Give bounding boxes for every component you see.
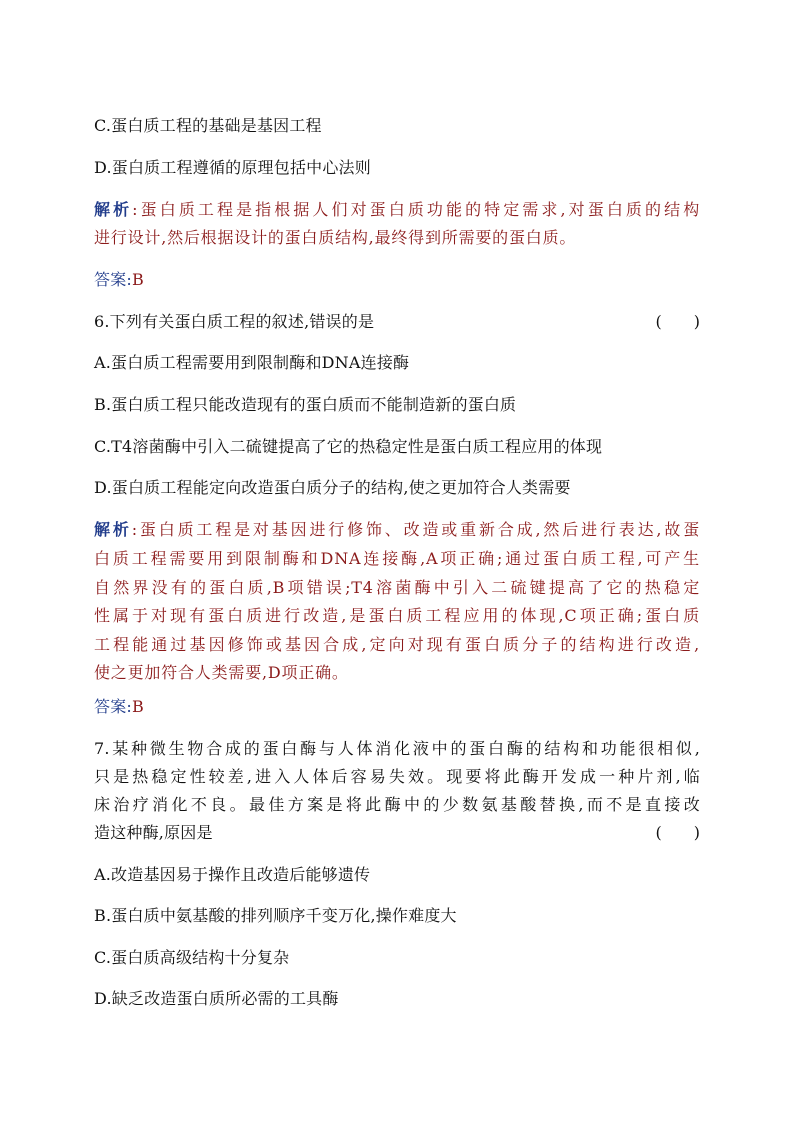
q5-analysis-label: 解析 — [94, 200, 133, 219]
q5-answer-value: B — [132, 270, 144, 289]
q6-analysis-line-1: 解析:蛋白质工程是对基因进行修饰、改造或重新合成,然后进行表达,故蛋 — [94, 520, 700, 539]
q5-option-c: C.蛋白质工程的基础是基因工程 — [94, 116, 322, 135]
q5-option-d: D.蛋白质工程遵循的原理包括中心法则 — [94, 158, 371, 177]
q7-stem-line-1: 7.某种微生物合成的蛋白酶与人体消化液中的蛋白酶的结构和功能很相似, — [94, 739, 700, 758]
q6-answer-label: 答案: — [94, 697, 132, 716]
q6-stem: 6.下列有关蛋白质工程的叙述,错误的是 ( ) — [94, 312, 700, 331]
q6-option-a: A.蛋白质工程需要用到限制酶和DNA连接酶 — [94, 353, 410, 372]
q5-analysis-line-2: 进行设计,然后根据设计的蛋白质结构,最终得到所需要的蛋白质。 — [94, 228, 577, 247]
q5-analysis-line-1: 解析:蛋白质工程是指根据人们对蛋白质功能的特定需求,对蛋白质的结构 — [94, 200, 700, 219]
q6-answer-value: B — [132, 697, 144, 716]
q5-answer-label: 答案: — [94, 270, 132, 289]
q6-analysis-label: 解析 — [94, 520, 132, 539]
q6-answer — [94, 696, 144, 718]
q6-analysis-line-6: 使之更加符合人类需要,D项正确。 — [94, 663, 349, 682]
q7-stem-line-2: 只是热稳定性较差,进入人体后容易失效。现要将此酶开发成一种片剂,临 — [94, 767, 700, 786]
q5-answer — [94, 269, 144, 291]
q6-option-d: D.蛋白质工程能定向改造蛋白质分子的结构,使之更加符合人类需要 — [94, 478, 571, 497]
q7-answer-blank: ( ) — [655, 823, 700, 842]
q6-analysis-line-4: 性属于对现有蛋白质进行改造,是蛋白质工程应用的体现,C项正确;蛋白质 — [94, 606, 700, 625]
q7-option-b: B.蛋白质中氨基酸的排列顺序千变万化,操作难度大 — [94, 906, 457, 925]
q6-analysis-line-2: 白质工程需要用到限制酶和DNA连接酶,A项正确;通过蛋白质工程,可产生 — [94, 549, 700, 568]
q6-answer-blank: ( ) — [655, 312, 700, 331]
q6-option-b: B.蛋白质工程只能改造现有的蛋白质而不能制造新的蛋白质 — [94, 395, 517, 414]
q7-option-c: C.蛋白质高级结构十分复杂 — [94, 948, 290, 967]
q6-option-c: C.T4溶菌酶中引入二硫键提高了它的热稳定性是蛋白质工程应用的体现 — [94, 437, 603, 456]
q7-option-a: A.改造基因易于操作且改造后能够遗传 — [94, 865, 371, 884]
q7-option-d: D.缺乏改造蛋白质所必需的工具酶 — [94, 989, 339, 1008]
q7-stem-line-3: 床治疗消化不良。最佳方案是将此酶中的少数氨基酸替换,而不是直接改 — [94, 795, 700, 814]
q6-analysis-line-3: 自然界没有的蛋白质,B项错误;T4溶菌酶中引入二硫键提高了它的热稳定 — [94, 578, 700, 597]
q7-stem-line-4: 造这种酶,原因是 ( ) — [94, 823, 700, 842]
q6-analysis-line-5: 工程能通过基因修饰或基因合成,定向对现有蛋白质分子的结构进行改造, — [94, 635, 700, 654]
